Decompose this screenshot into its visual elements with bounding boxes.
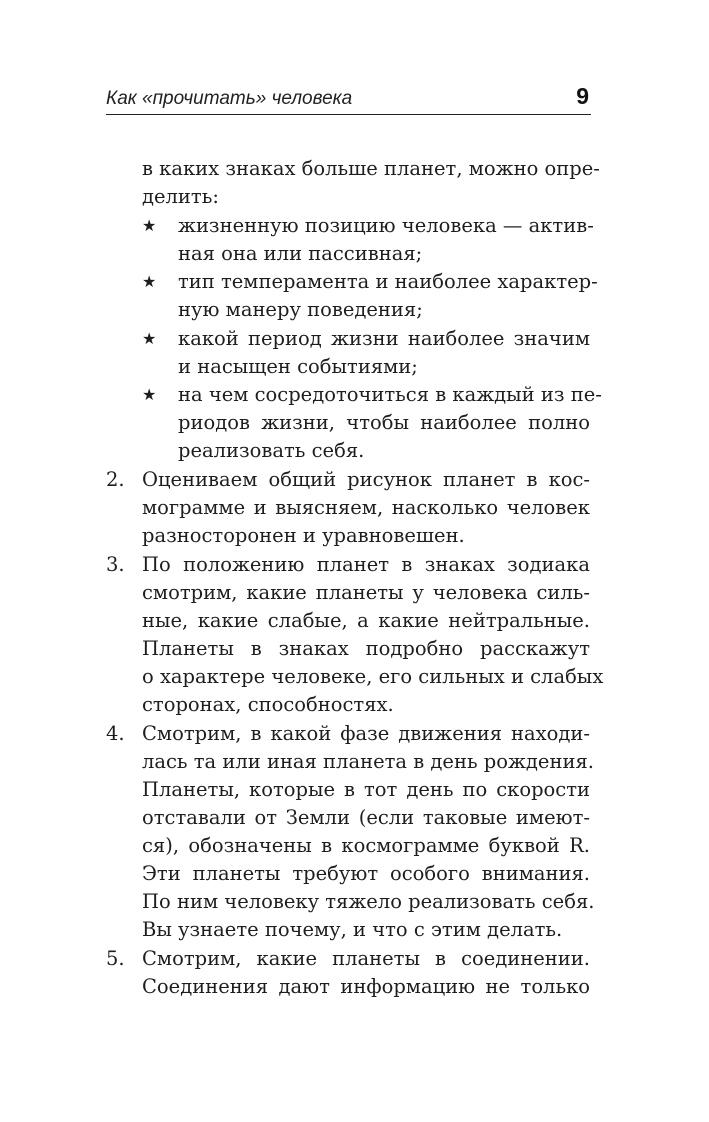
list-item-line: Смотрим, какие планеты в соединении. [142, 947, 590, 970]
bullet-line: жизненную позицию человека — актив- [178, 214, 594, 237]
list-item-line: Вы узнаете почему, и что с этим делать. [142, 918, 563, 941]
bullet-line: реализовать себя. [178, 439, 365, 462]
list-item-line: ся), обозначены в космограмме буквой R. [142, 834, 590, 857]
bullet-line: какой период жизни наиболее значим [178, 327, 590, 350]
list-item-line: смотрим, какие планеты у человека силь- [142, 581, 590, 604]
list-item-line: Эти планеты требуют особого внимания. [142, 862, 590, 885]
list-item-line: Оцениваем общий рисунок планет в кос- [142, 468, 590, 491]
running-title: Как «прочитать» человека [106, 88, 353, 109]
list-number: 3. [106, 553, 125, 576]
page-number: 9 [576, 83, 589, 109]
list-number: 2. [106, 468, 125, 491]
list-item-line: ные, какие слабые, а какие нейтральные. [142, 609, 590, 632]
bullet-line: на чем сосредоточиться в каждый из пе- [178, 383, 602, 406]
list-item-line: разносторонен и уравновешен. [142, 524, 465, 547]
star-bullet-icon: ★ [142, 385, 157, 404]
intro-line: в каких знаках больше планет, можно опре- [142, 157, 600, 180]
list-item-line: отставали от Земли (если таковые имеют- [142, 806, 590, 829]
list-number: 4. [106, 722, 125, 745]
list-item-line: мограмме и выясняем, насколько человек [142, 496, 590, 519]
bullet-line: ная она или пассивная; [178, 242, 423, 265]
star-bullet-icon: ★ [142, 216, 157, 235]
list-item-line: По ним человеку тяжело реализовать себя. [142, 890, 595, 913]
list-item-line: лась та или иная планета в день рождения. [142, 750, 594, 773]
bullet-line: и насыщен событиями; [178, 355, 418, 378]
running-header [106, 83, 591, 115]
list-number: 5. [106, 947, 125, 970]
bullet-line: ную манеру поведения; [178, 298, 423, 321]
list-item-line: сторонах, способностях. [142, 693, 394, 716]
list-item-line: Планеты в знаках подробно расскажут [142, 637, 590, 660]
star-bullet-icon: ★ [142, 329, 157, 348]
bullet-line: тип темперамента и наиболее характер- [178, 270, 598, 293]
list-item-line: Соединения дают информацию не только [142, 975, 590, 998]
list-item-line: о характере человеке, его сильных и слабых [142, 665, 604, 688]
star-bullet-icon: ★ [142, 272, 157, 291]
list-item-line: Смотрим, в какой фазе движения находи- [142, 722, 590, 745]
intro-line: делить: [142, 185, 219, 208]
bullet-line: риодов жизни, чтобы наиболее полно [178, 411, 590, 434]
list-item-line: Планеты, которые в тот день по скорости [142, 778, 590, 801]
list-item-line: По положению планет в знаках зодиака [142, 553, 590, 576]
